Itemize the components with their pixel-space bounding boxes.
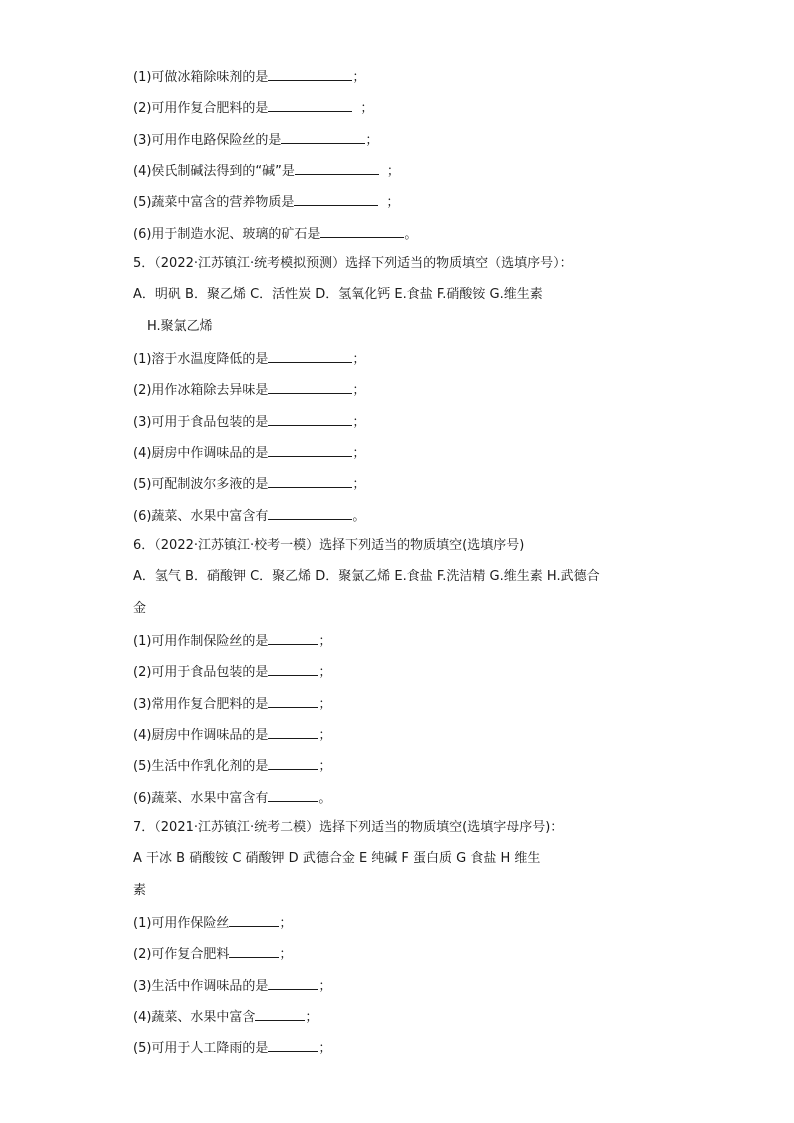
q5-item-6: [133, 506, 365, 526]
q4-item-4: [133, 161, 400, 181]
item-punct: ；: [318, 728, 332, 743]
item-text: (5)可用于人工降雨的是: [133, 1041, 269, 1056]
item-punct: ；: [318, 979, 332, 994]
item-punct: ；: [352, 70, 366, 85]
q7-item-2: [133, 944, 292, 964]
q5-item-2: [133, 380, 365, 400]
q6-item-4: [133, 725, 331, 745]
item-punct: ；: [352, 383, 366, 398]
item-text: (3)常用作复合肥料的是: [133, 697, 269, 712]
answer-blank[interactable]: [294, 192, 378, 206]
item-punct: ；: [352, 415, 366, 430]
item-text: (4)厨房中作调味品的是: [133, 728, 269, 743]
q4-item-2: [133, 98, 373, 118]
q4-item-5: [133, 192, 399, 212]
item-punct: ；: [386, 195, 400, 210]
q5-item-5: [133, 474, 365, 494]
q7-stem: 7．（2021·江苏镇江·统考二模）选择下列适当的物质填空(选填字母序号)：: [133, 820, 564, 835]
q7-item-5: [133, 1038, 331, 1058]
item-text: (4)侯氏制碱法得到的“碱”是: [133, 164, 295, 179]
q6-item-6: [133, 788, 331, 808]
item-punct: ；: [318, 697, 332, 712]
item-text: (3)可用于食品包装的是: [133, 415, 269, 430]
q5-options-line-1: A．明矾 B．聚乙烯 C．活性炭 D．氢氧化钙 E.食盐 F.硝酸铵 G.维生素: [133, 287, 543, 302]
answer-blank[interactable]: [268, 662, 318, 676]
item-text: (1)可用作保险丝: [133, 916, 230, 931]
item-punct: ；: [279, 947, 293, 962]
answer-blank[interactable]: [268, 1038, 318, 1052]
q6-options-line-1: A．氢气 B．硝酸钾 C．聚乙烯 D．聚氯乙烯 E.食盐 F.洗洁精 G.维生素 H.武德合: [133, 569, 600, 584]
q6-item-5: [133, 756, 331, 776]
q7-item-4: [133, 1007, 318, 1027]
item-text: (6)蔬菜、水果中富含有: [133, 509, 269, 524]
q7-item-1: [133, 913, 292, 933]
q5-stem: 5．（2022·江苏镇江·统考模拟预测）选择下列适当的物质填空（选填序号）：: [133, 256, 573, 271]
q7-options-line-1: A 干冰 B 硝酸铵 C 硝酸钾 D 武德合金 E 纯碱 F 蛋白质 G 食盐 H 维生: [133, 851, 541, 866]
q5-item-3: [133, 412, 365, 432]
answer-blank[interactable]: [268, 443, 352, 457]
item-text: (1)可用作制保险丝的是: [133, 634, 269, 649]
item-text: (2)用作冰箱除去异味是: [133, 383, 269, 398]
item-text: (4)厨房中作调味品的是: [133, 446, 269, 461]
answer-blank[interactable]: [268, 412, 352, 426]
item-punct: ；: [318, 759, 332, 774]
q4-item-1: [133, 67, 365, 87]
item-punct: ；: [352, 446, 366, 461]
answer-blank[interactable]: [268, 756, 318, 770]
q4-item-3: [133, 130, 378, 150]
answer-blank[interactable]: [268, 474, 352, 488]
answer-blank[interactable]: [268, 506, 352, 520]
item-punct: ；: [318, 1041, 332, 1056]
item-text: (2)可用作复合肥料的是: [133, 101, 269, 116]
item-text: (3)可用作电路保险丝的是: [133, 133, 282, 148]
q5-item-1: [133, 349, 365, 369]
q6-options-line-2: 金: [133, 601, 147, 616]
answer-blank[interactable]: [268, 976, 318, 990]
item-text: (5)生活中作乳化剂的是: [133, 759, 269, 774]
item-punct: ；: [386, 164, 400, 179]
item-punct: 。: [318, 791, 332, 806]
answer-blank[interactable]: [295, 161, 379, 175]
item-punct: ；: [365, 133, 379, 148]
item-punct: ；: [360, 101, 374, 116]
answer-blank[interactable]: [268, 725, 318, 739]
item-text: (2)可用于食品包装的是: [133, 665, 269, 680]
q5-item-4: [133, 443, 365, 463]
answer-blank[interactable]: [268, 694, 318, 708]
answer-blank[interactable]: [268, 98, 352, 112]
q6-stem: 6．（2022·江苏镇江·校考一模）选择下列适当的物质填空(选填序号): [133, 538, 525, 553]
q4-item-6: [133, 224, 417, 244]
q5-options-line-2: H.聚氯乙烯: [147, 319, 213, 334]
item-text: (1)可做冰箱除味剂的是: [133, 70, 269, 85]
answer-blank[interactable]: [268, 631, 318, 645]
item-punct: ；: [352, 352, 366, 367]
item-text: (3)生活中作调味品的是: [133, 979, 269, 994]
answer-blank[interactable]: [229, 913, 279, 927]
item-punct: ；: [318, 634, 332, 649]
answer-blank[interactable]: [268, 380, 352, 394]
answer-blank[interactable]: [268, 67, 352, 81]
item-text: (4)蔬菜、水果中富含: [133, 1010, 256, 1025]
item-punct: 。: [404, 227, 418, 242]
item-punct: 。: [352, 509, 366, 524]
item-text: (6)蔬菜、水果中富含有: [133, 791, 269, 806]
answer-blank[interactable]: [320, 224, 404, 238]
item-punct: ；: [318, 665, 332, 680]
answer-blank[interactable]: [229, 944, 279, 958]
answer-blank[interactable]: [281, 130, 365, 144]
item-punct: ；: [305, 1010, 319, 1025]
answer-blank[interactable]: [268, 349, 352, 363]
q6-item-3: [133, 694, 331, 714]
item-text: (5)蔬菜中富含的营养物质是: [133, 195, 295, 210]
item-text: (2)可作复合肥料: [133, 947, 230, 962]
answer-blank[interactable]: [255, 1007, 305, 1021]
item-text: (5)可配制波尔多液的是: [133, 477, 269, 492]
item-text: (6)用于制造水泥、玻璃的矿石是: [133, 227, 321, 242]
q6-item-1: [133, 631, 331, 651]
q6-item-2: [133, 662, 331, 682]
answer-blank[interactable]: [268, 788, 318, 802]
q7-item-3: [133, 976, 331, 996]
item-punct: ；: [352, 477, 366, 492]
q7-options-line-2: 素: [133, 883, 147, 898]
item-punct: ；: [279, 916, 293, 931]
item-text: (1)溶于水温度降低的是: [133, 352, 269, 367]
